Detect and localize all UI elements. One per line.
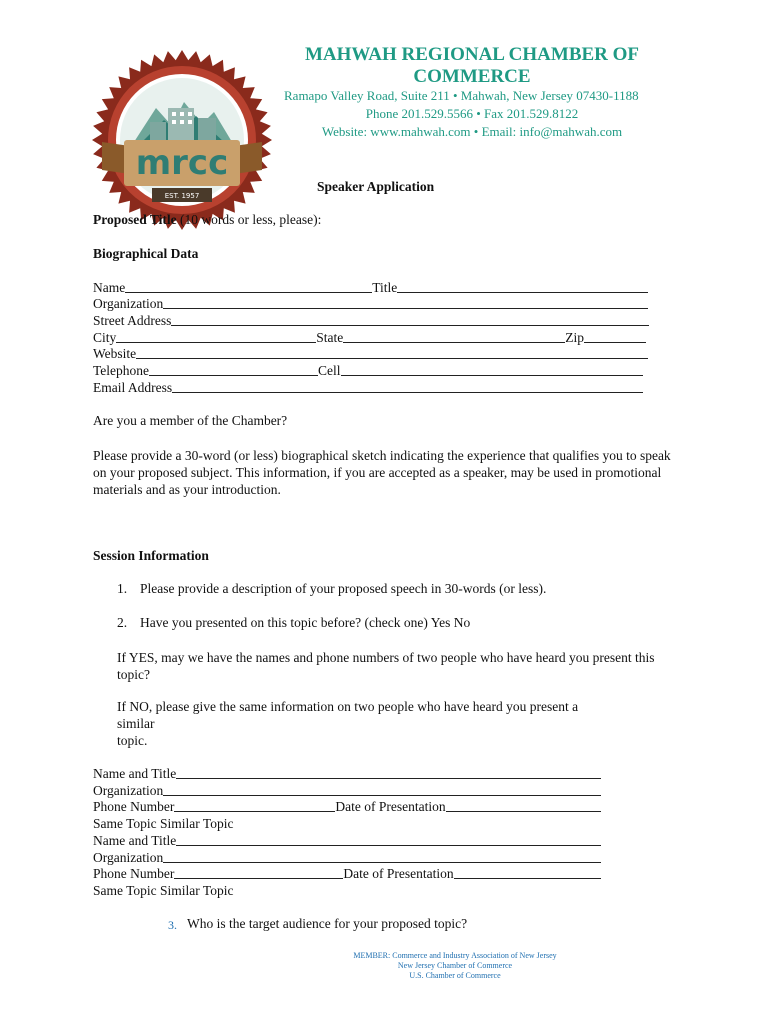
- form-title: Speaker Application: [317, 179, 435, 194]
- session-heading: Session Information: [93, 548, 209, 563]
- org-phone-fax: Phone 201.529.5566 • Fax 201.529.8122: [365, 106, 579, 121]
- ref2-organization-label: Organization: [93, 850, 164, 865]
- if-no-line2: similar: [117, 716, 155, 731]
- row-telephone-cell: [93, 363, 643, 379]
- ref1-organization-label: Organization: [93, 783, 164, 798]
- street-field[interactable]: [171, 313, 649, 326]
- question-1-number: 1.: [117, 581, 128, 596]
- ref2-same-topic[interactable]: Same Topic Similar Topic: [93, 883, 234, 898]
- title-label: Title: [372, 280, 398, 295]
- state-field[interactable]: [343, 330, 565, 343]
- cell-label: Cell: [318, 363, 341, 378]
- ref1-phone-date-row: [93, 799, 601, 815]
- email-field[interactable]: [172, 380, 643, 393]
- ref2-organization-row: [93, 850, 601, 866]
- ref2-phone-label: Phone Number: [93, 866, 175, 881]
- bio-heading: Biographical Data: [93, 246, 199, 261]
- ref1-organization-row: [93, 783, 601, 799]
- email-label: Email Address: [93, 380, 173, 395]
- footer-line3: U.S. Chamber of Commerce: [409, 971, 501, 980]
- ref1-name-title-label: Name and Title: [93, 766, 177, 781]
- ref1-phone-field[interactable]: [174, 799, 335, 812]
- chamber-logo: [84, 42, 280, 238]
- zip-field[interactable]: [584, 330, 646, 343]
- cell-field[interactable]: [341, 363, 643, 376]
- ref2-phone-field[interactable]: [174, 866, 343, 879]
- ref2-phone-date-row: [93, 866, 601, 882]
- if-no-line1: If NO, please give the same information on two people who have heard you present a: [117, 699, 579, 714]
- city-label: City: [93, 330, 117, 345]
- ref2-name-title-label: Name and Title: [93, 833, 177, 848]
- website-field[interactable]: [136, 346, 648, 359]
- question-2-number: 2.: [117, 615, 128, 630]
- name-label: Name: [93, 280, 126, 295]
- ref2-organization-field[interactable]: [163, 850, 601, 863]
- proposed-title-label: [93, 212, 321, 229]
- question-3: Who is the target audience for your proposed topic?: [187, 916, 468, 931]
- org-website-email: Website: www.mahwah.com • Email: info@mahwah.com: [321, 124, 623, 139]
- proposed-title-rest: (10 words or less, please):: [176, 212, 322, 227]
- ref1-date-label: Date of Presentation: [335, 799, 446, 814]
- name-field[interactable]: [125, 280, 372, 293]
- ref1-organization-field[interactable]: [163, 783, 601, 796]
- logo-text: mrcc: [135, 143, 229, 183]
- row-organization: [93, 296, 648, 312]
- ref2-name-title-field[interactable]: [176, 833, 601, 846]
- question-1: Please provide a description of your proposed speech in 30-words (or less).: [140, 581, 547, 596]
- ref1-phone-label: Phone Number: [93, 799, 175, 814]
- question-3-number: 3.: [168, 918, 177, 932]
- question-2: Have you presented on this topic before? (check one) Yes No: [140, 615, 471, 630]
- organization-field[interactable]: [163, 296, 648, 309]
- proposed-title-bold: Proposed Title: [93, 212, 177, 227]
- city-field[interactable]: [116, 330, 316, 343]
- telephone-field[interactable]: [149, 363, 318, 376]
- street-label: Street Address: [93, 313, 172, 328]
- ref1-date-field[interactable]: [446, 799, 601, 812]
- row-name-title: [93, 280, 648, 296]
- bio-sketch-instructions: Please provide a 30-word (or less) biographical sketch indicating the experience that qualifies you to speak on your proposed subject. This information, if you are accepted as a speaker, may be used in promotional materials and as your introduction.: [93, 448, 671, 497]
- ref1-name-title-row: [93, 766, 601, 782]
- org-address: Ramapo Valley Road, Suite 211 • Mahwah, New Jersey 07430-1188: [284, 88, 639, 103]
- title-field[interactable]: [397, 280, 648, 293]
- row-website: [93, 346, 648, 362]
- footer-line2: New Jersey Chamber of Commerce: [397, 961, 513, 970]
- row-street: [93, 313, 649, 329]
- ref2-name-title-row: [93, 833, 601, 849]
- organization-label: Organization: [93, 296, 164, 311]
- website-label: Website: [93, 346, 137, 361]
- member-question: Are you a member of the Chamber?: [93, 413, 288, 428]
- row-email: [93, 380, 643, 396]
- if-yes-instructions: If YES, may we have the names and phone numbers of two people who have heard you present this topic?: [117, 650, 655, 682]
- logo-est: EST. 1957: [164, 192, 200, 200]
- state-label: State: [316, 330, 344, 345]
- ref2-date-label: Date of Presentation: [343, 866, 454, 881]
- ref1-same-topic[interactable]: Same Topic Similar Topic: [93, 816, 234, 831]
- zip-label: Zip: [565, 330, 585, 345]
- footer-line1: MEMBER: Commerce and Industry Association of New Jersey: [353, 951, 557, 960]
- telephone-label: Telephone: [93, 363, 150, 378]
- ref2-date-field[interactable]: [454, 866, 601, 879]
- if-no-line3: topic.: [117, 733, 148, 748]
- org-name: MAHWAH REGIONAL CHAMBER OF COMMERCE: [304, 44, 640, 87]
- ref1-name-title-field[interactable]: [176, 766, 601, 779]
- row-city-state-zip: [93, 330, 646, 346]
